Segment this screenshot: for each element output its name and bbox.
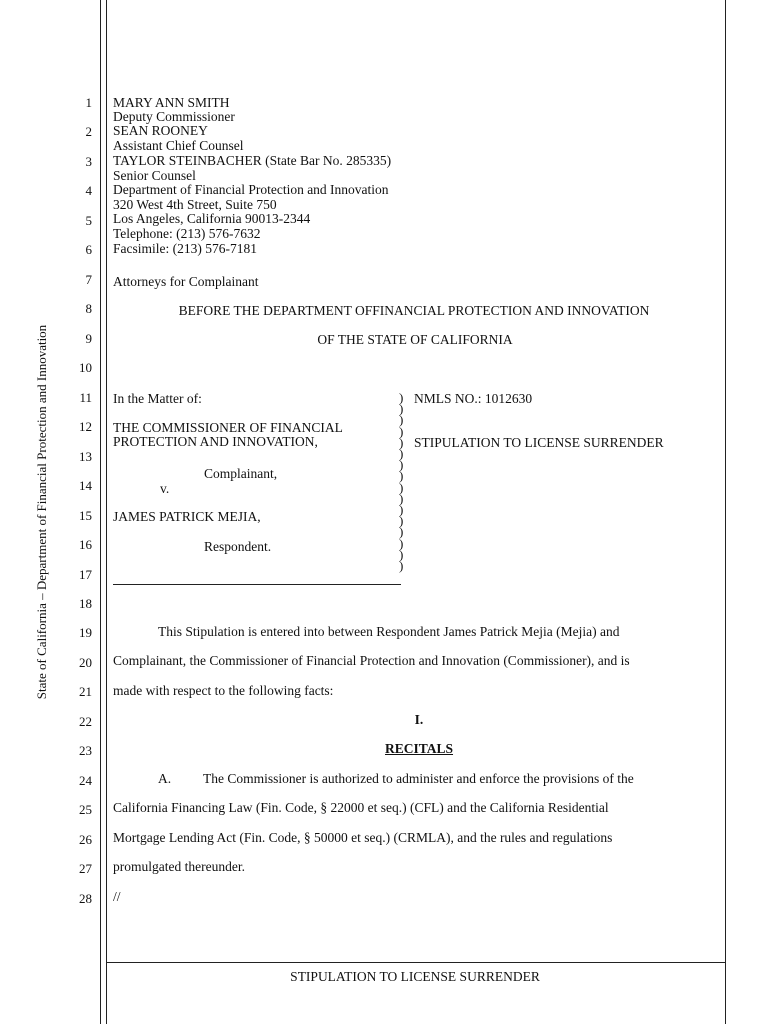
document-title: STIPULATION TO LICENSE SURRENDER bbox=[414, 435, 664, 450]
line-number: 17 bbox=[79, 567, 92, 582]
counsel-line: Telephone: (213) 576-7632 bbox=[113, 226, 261, 241]
section-number: I. bbox=[414, 712, 424, 727]
line-number: 23 bbox=[79, 743, 92, 758]
paragraph-line: The Commissioner is authorized to administer and enforce the provisions of the bbox=[203, 771, 634, 786]
line-number: 19 bbox=[79, 625, 92, 640]
line-number: 21 bbox=[79, 684, 92, 699]
line-number: 18 bbox=[79, 596, 92, 611]
caption-underline bbox=[113, 584, 401, 585]
line-number: 2 bbox=[85, 124, 92, 139]
footer-rule bbox=[106, 962, 725, 963]
in-the-matter: In the Matter of: bbox=[113, 391, 202, 406]
right-margin-rule bbox=[725, 0, 726, 1024]
counsel-line: Facsimile: (213) 576-7181 bbox=[113, 241, 257, 256]
nmls-number: NMLS NO.: 1012630 bbox=[414, 391, 533, 406]
line-number: 10 bbox=[79, 360, 92, 375]
line-number: 9 bbox=[85, 331, 92, 346]
counsel-line: Deputy Commissioner bbox=[113, 109, 235, 124]
line-number: 1 bbox=[85, 95, 92, 110]
intro-line: Complainant, the Commissioner of Financial Protection and Innovation (Commissioner), and is bbox=[113, 653, 630, 668]
paragraph-label: A. bbox=[158, 771, 172, 786]
counsel-line: SEAN ROONEY bbox=[113, 123, 208, 138]
line-number: 15 bbox=[79, 508, 92, 523]
section-title: RECITALS bbox=[384, 741, 454, 756]
complainant-role: Complainant, bbox=[204, 466, 278, 481]
line-number: 26 bbox=[79, 832, 92, 847]
caption-paren-column: ) ) ) ) ) ) ) ) ) ) ) ) ) ) ) ) bbox=[399, 390, 404, 574]
complainant-name-line2: PROTECTION AND INNOVATION, bbox=[113, 434, 318, 449]
line-number: 4 bbox=[85, 183, 92, 198]
paragraph-line: promulgated thereunder. bbox=[113, 859, 245, 874]
line-number: 20 bbox=[79, 655, 92, 670]
line-number: 5 bbox=[85, 213, 92, 228]
agency-heading-line2: OF THE STATE OF CALIFORNIA bbox=[317, 332, 513, 347]
counsel-line: 320 West 4th Street, Suite 750 bbox=[113, 197, 277, 212]
complainant-name-line1: THE COMMISSIONER OF FINANCIAL bbox=[113, 420, 343, 435]
left-margin-rule-outer bbox=[100, 0, 101, 1024]
line-number: 25 bbox=[79, 802, 92, 817]
line-number: 13 bbox=[79, 449, 92, 464]
attorneys-for: Attorneys for Complainant bbox=[113, 274, 259, 289]
respondent-role: Respondent. bbox=[204, 539, 272, 554]
line-number: 11 bbox=[79, 390, 92, 405]
agency-heading-line1: BEFORE THE DEPARTMENT OFFINANCIAL PROTECTION AND INNOVATION bbox=[178, 303, 650, 318]
paragraph-line: California Financing Law (Fin. Code, § 22000 et seq.) (CFL) and the California Residential bbox=[113, 800, 609, 815]
line-number: 27 bbox=[79, 861, 92, 876]
line-number: 8 bbox=[85, 301, 92, 316]
line-number: 22 bbox=[79, 714, 92, 729]
counsel-line: Los Angeles, California 90013-2344 bbox=[113, 211, 311, 226]
footer-title: STIPULATION TO LICENSE SURRENDER bbox=[290, 969, 540, 984]
line-number: 7 bbox=[85, 272, 92, 287]
line-number: 16 bbox=[79, 537, 92, 552]
counsel-line: Assistant Chief Counsel bbox=[113, 138, 244, 153]
counsel-line: TAYLOR STEINBACHER (State Bar No. 285335) bbox=[113, 153, 392, 168]
intro-line: made with respect to the following facts: bbox=[113, 683, 334, 698]
versus: v. bbox=[160, 481, 170, 496]
counsel-line: Senior Counsel bbox=[113, 168, 196, 183]
continuation-mark: // bbox=[113, 889, 121, 904]
left-margin-rule-inner bbox=[106, 0, 107, 1024]
line-number: 28 bbox=[79, 891, 92, 906]
line-number: 14 bbox=[79, 478, 92, 493]
counsel-line: Department of Financial Protection and Innovation bbox=[113, 182, 389, 197]
line-number: 12 bbox=[79, 419, 92, 434]
counsel-line: MARY ANN SMITH bbox=[113, 95, 230, 110]
intro-line: This Stipulation is entered into between Respondent James Patrick Mejia (Mejia) and bbox=[158, 624, 620, 639]
paragraph-line: Mortgage Lending Act (Fin. Code, § 50000 et seq.) (CRMLA), and the rules and regulations bbox=[113, 830, 613, 845]
line-number: 24 bbox=[79, 773, 92, 788]
side-caption: State of California – Department of Financial Protection and Innovation bbox=[34, 324, 49, 700]
respondent-name: JAMES PATRICK MEJIA, bbox=[113, 509, 261, 524]
line-number: 6 bbox=[85, 242, 92, 257]
line-number: 3 bbox=[85, 154, 92, 169]
